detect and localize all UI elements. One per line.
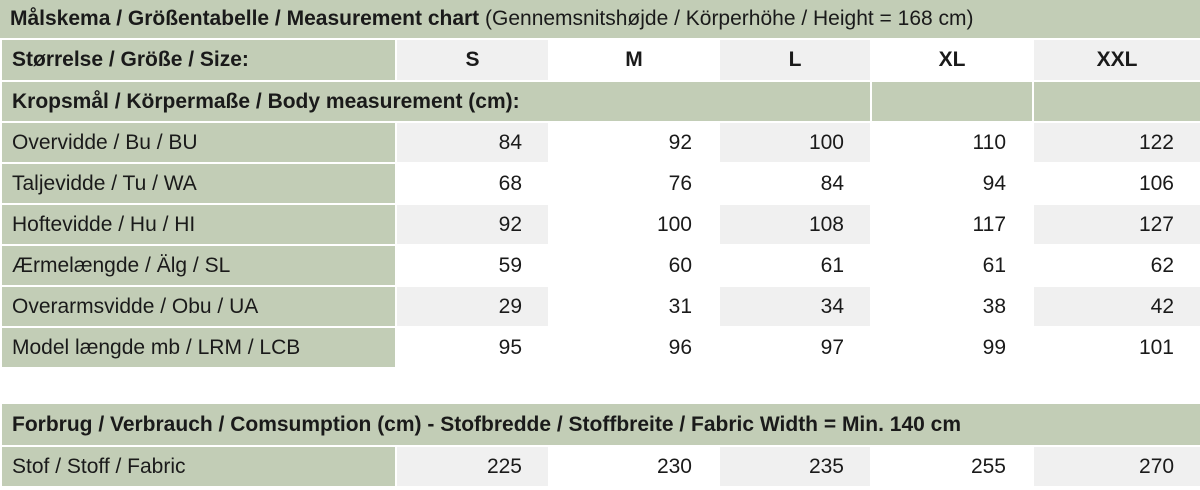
cell-value: 108 (719, 204, 871, 245)
cell-value: 101 (1033, 327, 1200, 368)
cell-value: 31 (549, 286, 719, 327)
cell-value: 84 (719, 163, 871, 204)
fabric-value: 255 (871, 446, 1033, 487)
fabric-label: Stof / Stoff / Fabric (1, 446, 396, 487)
cell-value: 100 (549, 204, 719, 245)
table-row (1, 163, 1200, 204)
row-label: Ærmelængde / Älg / SL (1, 245, 396, 286)
table-row (1, 286, 1200, 327)
size-xl-header: XL (871, 39, 1033, 81)
chart-title-main: Målskema / Größentabelle / Measurement chart (10, 7, 480, 30)
table-row (1, 122, 1200, 163)
cell-value: 92 (549, 122, 719, 163)
cell-value: 100 (719, 122, 871, 163)
row-label: Hoftevidde / Hu / HI (1, 204, 396, 245)
header-filler-cell (719, 81, 871, 122)
cell-value: 94 (871, 163, 1033, 204)
consumption-header: Forbrug / Verbrauch / Comsumption (cm) - Stofbredde / Stoffbreite / Fabric Width = Min. 140 cm (1, 403, 1200, 446)
size-s-header: S (396, 39, 549, 81)
table-row (1, 204, 1200, 245)
cell-value: 61 (871, 245, 1033, 286)
table-row (1, 327, 1200, 368)
cell-value: 97 (719, 327, 871, 368)
cell-value: 127 (1033, 204, 1200, 245)
table-row (1, 446, 1200, 487)
cell-value: 117 (871, 204, 1033, 245)
row-label: Overarmsvidde / Obu / UA (1, 286, 396, 327)
fabric-value: 235 (719, 446, 871, 487)
size-row-label: Størrelse / Größe / Size: (1, 39, 396, 81)
header-filler-cell (871, 81, 1033, 122)
cell-value: 96 (549, 327, 719, 368)
row-label: Taljevidde / Tu / WA (1, 163, 396, 204)
chart-title (0, 0, 1200, 38)
cell-value: 59 (396, 245, 549, 286)
cell-value: 76 (549, 163, 719, 204)
body-measurement-header: Kropsmål / Körpermaße / Body measurement (cm): (1, 81, 719, 122)
cell-value: 62 (1033, 245, 1200, 286)
cell-value: 92 (396, 204, 549, 245)
fabric-value: 225 (396, 446, 549, 487)
cell-value: 110 (871, 122, 1033, 163)
size-m-header: M (549, 39, 719, 81)
fabric-value: 230 (549, 446, 719, 487)
header-filler-cell (1033, 81, 1200, 122)
consumption-header-row (1, 403, 1200, 446)
cell-value: 61 (719, 245, 871, 286)
table-row (1, 245, 1200, 286)
cell-value: 84 (396, 122, 549, 163)
row-label: Model længde mb / LRM / LCB (1, 327, 396, 368)
consumption-table (0, 402, 1200, 488)
cell-value: 34 (719, 286, 871, 327)
cell-value: 60 (549, 245, 719, 286)
size-xxl-header: XXL (1033, 39, 1200, 81)
row-label: Overvidde / Bu / BU (1, 122, 396, 163)
cell-value: 29 (396, 286, 549, 327)
size-l-header: L (719, 39, 871, 81)
size-header-row (1, 39, 1200, 81)
chart-title-subtitle: (Gennemsnitshøjde / Körperhöhe / Height = 168 cm) (479, 7, 974, 30)
measurement-table (0, 38, 1200, 369)
fabric-value: 270 (1033, 446, 1200, 487)
cell-value: 106 (1033, 163, 1200, 204)
cell-value: 68 (396, 163, 549, 204)
cell-value: 95 (396, 327, 549, 368)
cell-value: 42 (1033, 286, 1200, 327)
body-measurement-header-row (1, 81, 1200, 122)
cell-value: 122 (1033, 122, 1200, 163)
cell-value: 99 (871, 327, 1033, 368)
cell-value: 38 (871, 286, 1033, 327)
